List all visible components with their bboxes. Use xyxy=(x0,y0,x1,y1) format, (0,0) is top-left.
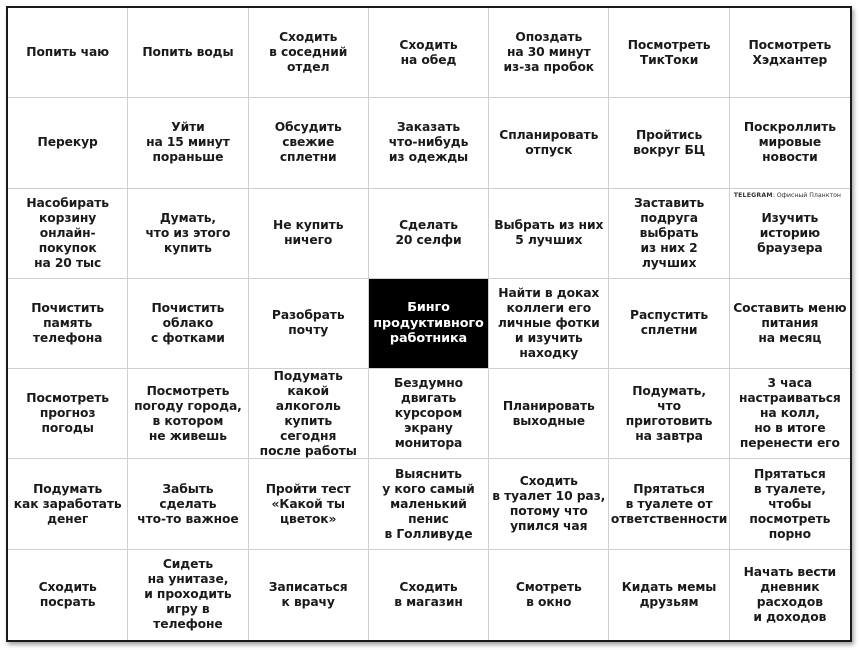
bingo-cell-r2c4 xyxy=(369,98,489,188)
bingo-cell-r7c5 xyxy=(489,550,609,640)
bingo-cell-label: Посмотреть погоду города, в котором не живешь xyxy=(134,383,242,443)
bingo-cell-r3c5 xyxy=(489,189,609,279)
telegram-watermark: TELEGRAM: Офисный Планктон xyxy=(733,191,841,199)
bingo-cell-label: Сходить посрать xyxy=(38,579,97,609)
bingo-cell-label: Опоздать на 30 минут из-за пробок xyxy=(503,30,595,75)
bingo-cell-r7c1 xyxy=(8,550,128,640)
bingo-cell-label: Сходить в магазин xyxy=(394,579,463,609)
bingo-cell-label: Разобрать почту xyxy=(271,308,345,338)
bingo-cell-r5c1 xyxy=(8,369,128,459)
bingo-cell-label: Составить меню питания на месяц xyxy=(733,300,847,345)
bingo-cell-r2c7 xyxy=(730,98,850,188)
bingo-cell-r4c5 xyxy=(489,279,609,369)
bingo-cell-label: Пройти тест «Какой ты цветок» xyxy=(265,481,351,526)
bingo-center-cell xyxy=(369,279,489,369)
bingo-cell-r4c7 xyxy=(730,279,850,369)
bingo-cell-r2c3 xyxy=(249,98,369,188)
bingo-cell-label: Сходить в соседний отдел xyxy=(269,30,348,75)
bingo-cell-r1c6 xyxy=(609,8,729,98)
bingo-cell-r4c3 xyxy=(249,279,369,369)
bingo-cell-r6c6 xyxy=(609,459,729,549)
bingo-cell-label: Изучить историю браузера xyxy=(757,210,823,255)
bingo-cell-label: Найти в доках коллеги его личные фотки и изучить находку xyxy=(497,285,600,360)
bingo-cell-r5c4 xyxy=(369,369,489,459)
bingo-cell-label: Подумать как заработать денег xyxy=(13,481,122,526)
bingo-cell-r1c5 xyxy=(489,8,609,98)
bingo-cell-label: Начать вести дневник расходов и доходов xyxy=(743,564,837,624)
bingo-cell-label: Смотреть в окно xyxy=(515,579,582,609)
bingo-cell-r6c1 xyxy=(8,459,128,549)
bingo-cell-label: Спланировать отпуск xyxy=(499,127,599,157)
bingo-cell-r3c7 xyxy=(730,189,850,279)
bingo-cell-r3c1 xyxy=(8,189,128,279)
bingo-cell-label: Почистить облако с фотками xyxy=(151,300,225,345)
bingo-cell-label: Записаться к врачу xyxy=(268,579,348,609)
bingo-cell-r4c1 xyxy=(8,279,128,369)
bingo-cell-r3c6 xyxy=(609,189,729,279)
bingo-cell-r6c7 xyxy=(730,459,850,549)
bingo-cell-label: Прятаться в туалете от ответственности xyxy=(610,481,728,526)
bingo-cell-label: Сделать 20 селфи xyxy=(395,218,462,248)
bingo-cell-r2c6 xyxy=(609,98,729,188)
bingo-board xyxy=(6,6,852,642)
bingo-cell-label: Сидеть на унитазе, и проходить игру в телефоне xyxy=(144,557,232,632)
bingo-cell-r3c3 xyxy=(249,189,369,279)
bingo-cell-label: Забыть сделать что-то важное xyxy=(137,481,239,526)
bingo-cell-r7c7 xyxy=(730,550,850,640)
bingo-cell-label: Перекур xyxy=(37,135,98,150)
bingo-cell-r1c1 xyxy=(8,8,128,98)
bingo-cell-r2c2 xyxy=(128,98,248,188)
bingo-cell-r2c1 xyxy=(8,98,128,188)
bingo-cell-r4c6 xyxy=(609,279,729,369)
bingo-cell-label: Попить чаю xyxy=(26,45,109,60)
bingo-cell-label: Заказать что-нибудь из одежды xyxy=(388,120,469,165)
bingo-cell-r5c6 xyxy=(609,369,729,459)
bingo-cell-r1c2 xyxy=(128,8,248,98)
bingo-cell-label: Подумать, что приготовить на завтра xyxy=(625,383,713,443)
bingo-cell-label: Сходить на обед xyxy=(399,37,458,67)
bingo-cell-label: Не купить ничего xyxy=(273,218,344,248)
bingo-cell-label: Поскроллить мировые новости xyxy=(743,120,836,165)
bingo-cell-r1c7 xyxy=(730,8,850,98)
bingo-cell-r6c3 xyxy=(249,459,369,549)
bingo-cell-label: Почистить память телефона xyxy=(31,300,105,345)
bingo-cell-label: Распустить сплетни xyxy=(630,308,709,338)
bingo-cell-r2c5 xyxy=(489,98,609,188)
bingo-cell-label: Выбрать из них 5 лучших xyxy=(494,218,604,248)
bingo-cell-label: Кидать мемы друзьям xyxy=(621,579,717,609)
bingo-cell-r1c4 xyxy=(369,8,489,98)
bingo-cell-label: Планировать выходные xyxy=(502,398,595,428)
bingo-cell-r6c2 xyxy=(128,459,248,549)
bingo-cell-r3c4 xyxy=(369,189,489,279)
bingo-cell-label: Прятаться в туалете, чтобы посмотреть порно xyxy=(749,466,831,541)
bingo-cell-label: Пройтись вокруг БЦ xyxy=(633,127,706,157)
bingo-cell-label: Сходить в туалет 10 раз, потому что упился чая xyxy=(492,474,606,534)
bingo-cell-r6c5 xyxy=(489,459,609,549)
bingo-cell-label: Бинго продуктивного работника xyxy=(373,300,484,347)
bingo-cell-r5c2 xyxy=(128,369,248,459)
bingo-cell-r5c7 xyxy=(730,369,850,459)
bingo-cell-label: Подумать какой алкоголь купить сегодня после работы xyxy=(259,369,357,458)
bingo-cell-label: Обсудить свежие сплетни xyxy=(274,120,342,165)
bingo-cell-label: Бездумно двигать курсором экрану монитора xyxy=(393,376,463,451)
bingo-cell-r1c3 xyxy=(249,8,369,98)
bingo-cell-r7c4 xyxy=(369,550,489,640)
watermark-channel: Офисный Планктон xyxy=(776,191,841,199)
bingo-cell-label: Посмотреть Хэдхантер xyxy=(748,37,832,67)
bingo-cell-r5c5 xyxy=(489,369,609,459)
bingo-cell-label: Уйти на 15 минут пораньше xyxy=(146,120,230,165)
watermark-brand: TELEGRAM xyxy=(733,191,773,199)
bingo-cell-label: Заставить подруга выбрать из них 2 лучших xyxy=(633,195,705,270)
bingo-cell-label: 3 часа настраиваться на колл, но в итоге перенести его xyxy=(738,376,841,451)
bingo-cell-label: Насобирать корзину онлайн-покупок на 20 тыс xyxy=(26,195,109,270)
bingo-cell-label: Выяснить у кого самый маленький пенис в Голливуде xyxy=(382,466,475,541)
bingo-cell-r3c2 xyxy=(128,189,248,279)
bingo-cell-r7c3 xyxy=(249,550,369,640)
bingo-cell-label: Думать, что из этого купить xyxy=(145,210,231,255)
bingo-cell-r5c3 xyxy=(249,369,369,459)
bingo-cell-r4c2 xyxy=(128,279,248,369)
bingo-cell-label: Попить воды xyxy=(142,45,234,60)
bingo-cell-label: Посмотреть прогноз погоды xyxy=(26,391,109,436)
bingo-cell-r7c2 xyxy=(128,550,248,640)
bingo-cell-label: Посмотреть ТикТоки xyxy=(627,37,711,67)
bingo-cell-r7c6 xyxy=(609,550,729,640)
bingo-cell-r6c4 xyxy=(369,459,489,549)
